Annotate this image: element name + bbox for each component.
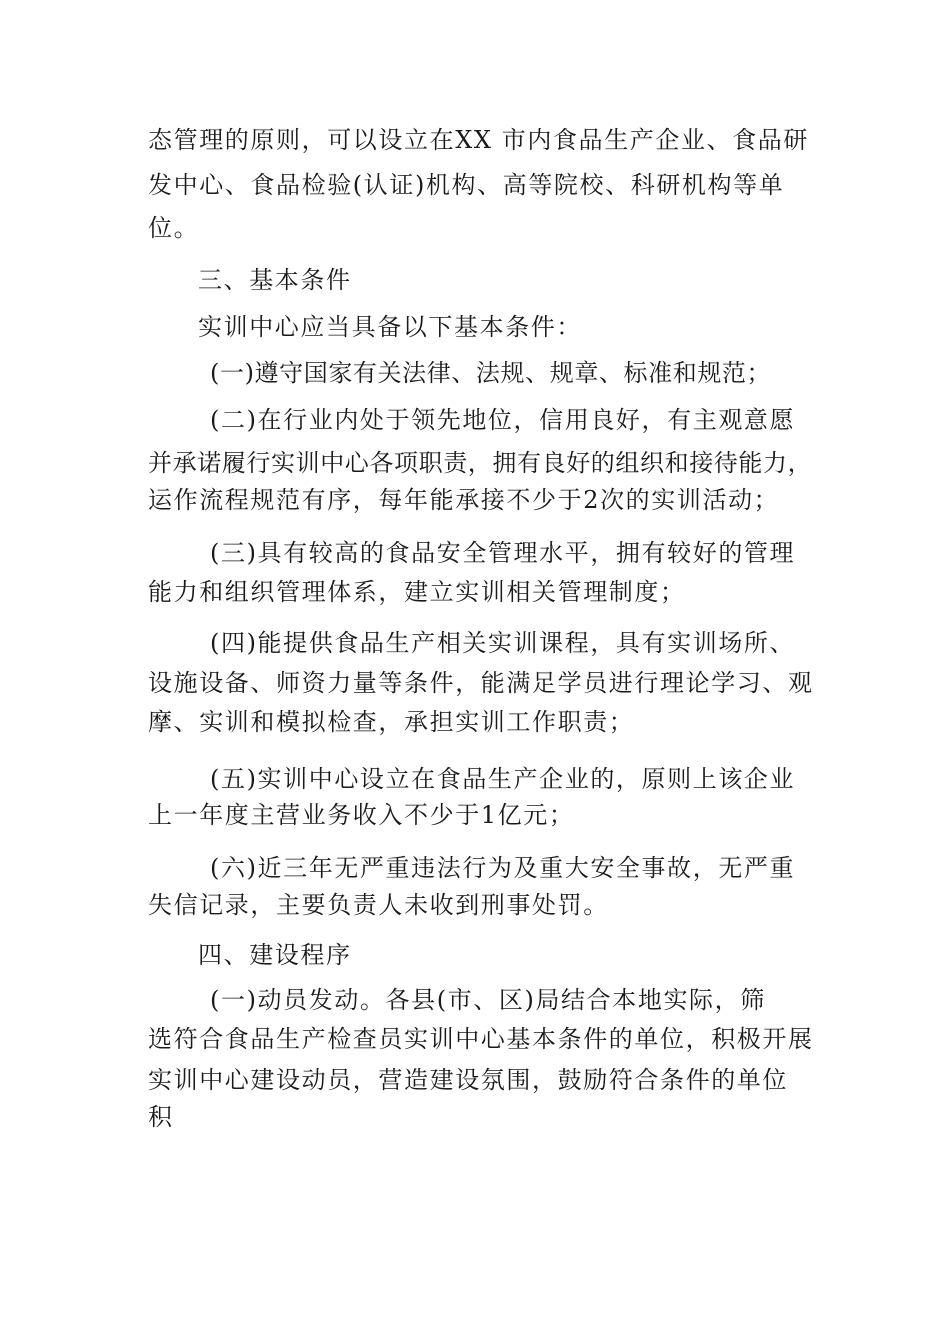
section-heading: 四、建设程序 [198,941,352,969]
text-line: 态管理的原则，可以设立在XX 市内食品生产企业、食品研 [148,126,809,154]
text-line: 失信记录，主要负责人未收到刑事处罚。 [148,891,609,919]
text-line: 选符合食品生产检查员实训中心基本条件的单位，积极开展 [148,1025,814,1053]
list-item: (一)动员发动。各县(市、区)局结合本地实际，筛 [210,986,766,1014]
text-line: 实训中心应当具备以下基本条件： [198,313,582,341]
text-line: 实训中心建设动员，营造建设氛围，鼓励符合条件的单位 [148,1066,788,1094]
text-line: 上一年度主营业务收入不少于1亿元； [148,801,575,829]
list-item: (二)在行业内处于领先地位，信用良好，有主观意愿 [210,406,796,434]
text-line: 摩、实训和模拟检查，承担实训工作职责； [148,708,635,736]
list-item: (五)实训中心设立在食品生产企业的，原则上该企业 [210,765,796,793]
text-line: 并承诺履行实训中心各项职责，拥有良好的组织和接待能力， [148,449,813,477]
text-line: 运作流程规范有序，每年能承接不少于2次的实训活动； [148,486,780,514]
text-line: 设施设备、师资力量等条件，能满足学员进行理论学习、观 [148,669,814,697]
text-line: 发中心、食品检验(认证)机构、高等院校、科研机构等单 [148,171,785,199]
section-heading: 三、基本条件 [198,266,352,294]
text-line: 积 [148,1103,174,1131]
list-item: (六)近三年无严重违法行为及重大安全事故，无严重 [210,854,796,882]
list-item: (三)具有较高的食品安全管理水平，拥有较好的管理 [210,539,796,567]
text-line: 位。 [148,214,200,242]
text-line: 能力和组织管理体系，建立实训相关管理制度； [148,578,686,606]
list-item: (一)遵守国家有关法律、法规、规章、标准和规范； [210,359,772,387]
list-item: (四)能提供食品生产相关实训课程，具有实训场所、 [210,629,796,657]
